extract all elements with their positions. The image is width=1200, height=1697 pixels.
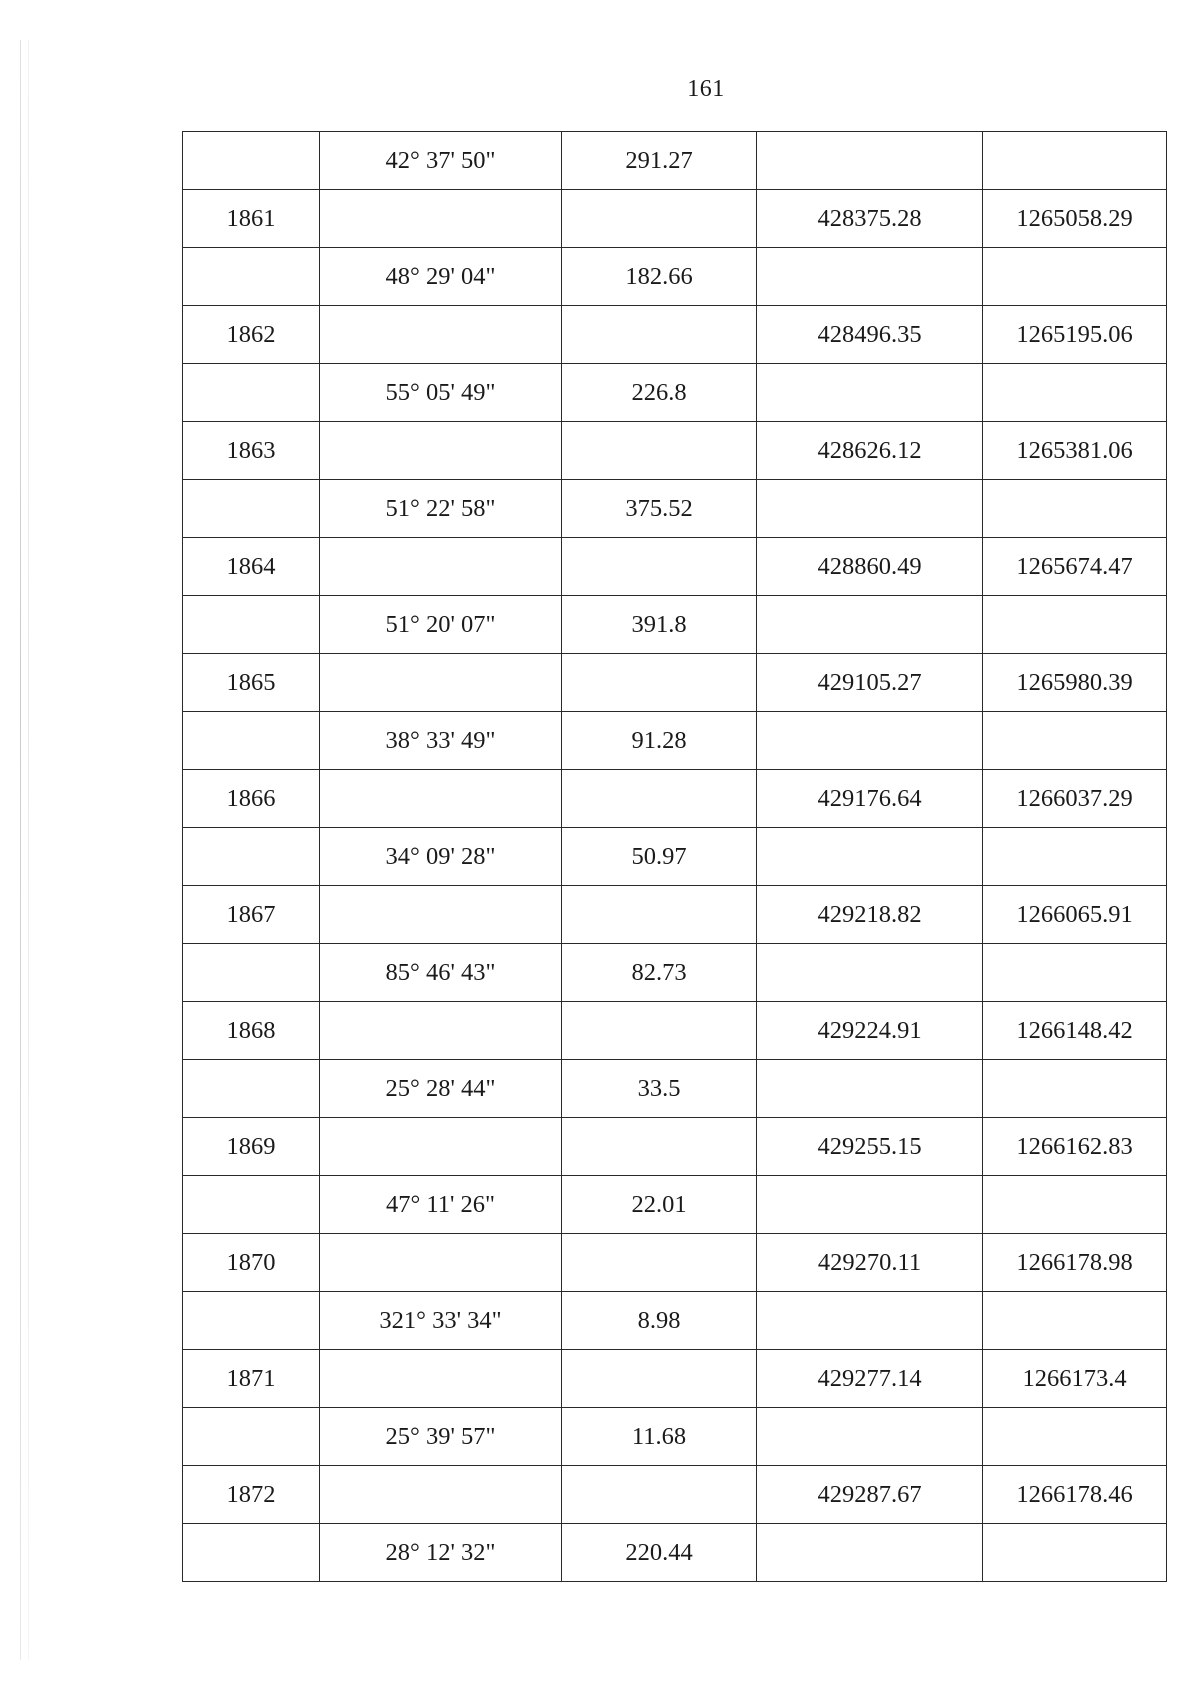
bearing-cell: 55° 05' 49" [320, 364, 562, 422]
distance-cell [562, 770, 757, 828]
station-cell [183, 944, 320, 1002]
survey-table-container [182, 131, 1167, 1582]
table-row [183, 364, 1167, 422]
distance-cell [562, 190, 757, 248]
distance-cell [562, 1118, 757, 1176]
bearing-cell: 28° 12' 32" [320, 1524, 562, 1582]
bearing-cell [320, 190, 562, 248]
table-row [183, 190, 1167, 248]
table-row [183, 1524, 1167, 1582]
easting-cell: 1266065.91 [983, 886, 1167, 944]
distance-cell: 33.5 [562, 1060, 757, 1118]
easting-cell [983, 828, 1167, 886]
easting-cell: 1266173.4 [983, 1350, 1167, 1408]
bearing-cell: 38° 33' 49" [320, 712, 562, 770]
bearing-cell: 25° 39' 57" [320, 1408, 562, 1466]
page-number: 161 [687, 76, 725, 102]
bearing-cell: 85° 46' 43" [320, 944, 562, 1002]
station-cell: 1868 [183, 1002, 320, 1060]
distance-cell: 22.01 [562, 1176, 757, 1234]
table-row [183, 712, 1167, 770]
northing-cell [757, 248, 983, 306]
easting-cell [983, 1060, 1167, 1118]
easting-cell [983, 1292, 1167, 1350]
bearing-cell [320, 654, 562, 712]
easting-cell: 1265381.06 [983, 422, 1167, 480]
easting-cell: 1266162.83 [983, 1118, 1167, 1176]
distance-cell [562, 422, 757, 480]
easting-cell: 1265195.06 [983, 306, 1167, 364]
table-row [183, 770, 1167, 828]
northing-cell [757, 828, 983, 886]
bearing-cell: 48° 29' 04" [320, 248, 562, 306]
bearing-cell: 51° 20' 07" [320, 596, 562, 654]
table-row [183, 944, 1167, 1002]
table-row [183, 1466, 1167, 1524]
distance-cell: 91.28 [562, 712, 757, 770]
bearing-cell: 47° 11' 26" [320, 1176, 562, 1234]
northing-cell [757, 364, 983, 422]
station-cell [183, 364, 320, 422]
distance-cell [562, 538, 757, 596]
station-cell: 1866 [183, 770, 320, 828]
distance-cell: 226.8 [562, 364, 757, 422]
easting-cell [983, 712, 1167, 770]
station-cell: 1869 [183, 1118, 320, 1176]
easting-cell [983, 1176, 1167, 1234]
distance-cell: 182.66 [562, 248, 757, 306]
table-row [183, 480, 1167, 538]
table-row [183, 422, 1167, 480]
bearing-cell [320, 1234, 562, 1292]
table-row [183, 1408, 1167, 1466]
distance-cell [562, 654, 757, 712]
scan-edge-line [20, 40, 21, 1660]
bearing-cell: 25° 28' 44" [320, 1060, 562, 1118]
table-row [183, 1176, 1167, 1234]
distance-cell: 50.97 [562, 828, 757, 886]
station-cell [183, 828, 320, 886]
northing-cell [757, 1408, 983, 1466]
table-row [183, 1292, 1167, 1350]
station-cell: 1864 [183, 538, 320, 596]
table-row [183, 1002, 1167, 1060]
northing-cell [757, 1060, 983, 1118]
station-cell [183, 712, 320, 770]
bearing-cell: 51° 22' 58" [320, 480, 562, 538]
distance-cell: 8.98 [562, 1292, 757, 1350]
station-cell: 1870 [183, 1234, 320, 1292]
northing-cell: 428375.28 [757, 190, 983, 248]
station-cell: 1863 [183, 422, 320, 480]
station-cell [183, 596, 320, 654]
distance-cell [562, 1234, 757, 1292]
easting-cell [983, 596, 1167, 654]
distance-cell: 82.73 [562, 944, 757, 1002]
northing-cell: 428860.49 [757, 538, 983, 596]
northing-cell [757, 712, 983, 770]
station-cell [183, 248, 320, 306]
easting-cell [983, 248, 1167, 306]
northing-cell: 429105.27 [757, 654, 983, 712]
distance-cell [562, 886, 757, 944]
bearing-cell [320, 886, 562, 944]
northing-cell: 429287.67 [757, 1466, 983, 1524]
easting-cell: 1265674.47 [983, 538, 1167, 596]
table-body [183, 132, 1167, 1582]
northing-cell: 429270.11 [757, 1234, 983, 1292]
station-cell [183, 132, 320, 190]
easting-cell [983, 1524, 1167, 1582]
table-row [183, 1350, 1167, 1408]
easting-cell: 1266178.46 [983, 1466, 1167, 1524]
table-row [183, 132, 1167, 190]
bearing-cell [320, 1118, 562, 1176]
northing-cell: 429224.91 [757, 1002, 983, 1060]
easting-cell [983, 364, 1167, 422]
station-cell [183, 1060, 320, 1118]
table-row [183, 248, 1167, 306]
distance-cell [562, 1466, 757, 1524]
table-row [183, 306, 1167, 364]
northing-cell [757, 480, 983, 538]
distance-cell: 375.52 [562, 480, 757, 538]
table-row [183, 886, 1167, 944]
station-cell: 1867 [183, 886, 320, 944]
bearing-cell: 42° 37' 50" [320, 132, 562, 190]
station-cell [183, 1176, 320, 1234]
survey-coordinate-table [182, 131, 1167, 1582]
bearing-cell: 321° 33' 34" [320, 1292, 562, 1350]
station-cell: 1872 [183, 1466, 320, 1524]
northing-cell: 428626.12 [757, 422, 983, 480]
northing-cell [757, 1292, 983, 1350]
easting-cell: 1266178.98 [983, 1234, 1167, 1292]
northing-cell: 429176.64 [757, 770, 983, 828]
distance-cell [562, 1002, 757, 1060]
station-cell: 1862 [183, 306, 320, 364]
table-row [183, 828, 1167, 886]
scan-edge-line [28, 40, 29, 1660]
table-row [183, 654, 1167, 712]
table-row [183, 1118, 1167, 1176]
easting-cell [983, 480, 1167, 538]
table-row [183, 538, 1167, 596]
northing-cell: 428496.35 [757, 306, 983, 364]
distance-cell [562, 1350, 757, 1408]
station-cell [183, 1524, 320, 1582]
station-cell [183, 480, 320, 538]
table-row [183, 1234, 1167, 1292]
bearing-cell [320, 422, 562, 480]
northing-cell: 429218.82 [757, 886, 983, 944]
northing-cell [757, 596, 983, 654]
northing-cell: 429277.14 [757, 1350, 983, 1408]
northing-cell [757, 1524, 983, 1582]
bearing-cell [320, 1002, 562, 1060]
table-row [183, 1060, 1167, 1118]
easting-cell: 1266148.42 [983, 1002, 1167, 1060]
northing-cell [757, 1176, 983, 1234]
distance-cell: 220.44 [562, 1524, 757, 1582]
easting-cell [983, 1408, 1167, 1466]
northing-cell [757, 132, 983, 190]
bearing-cell [320, 538, 562, 596]
easting-cell [983, 944, 1167, 1002]
bearing-cell [320, 1350, 562, 1408]
distance-cell [562, 306, 757, 364]
easting-cell: 1265980.39 [983, 654, 1167, 712]
distance-cell: 291.27 [562, 132, 757, 190]
station-cell: 1871 [183, 1350, 320, 1408]
bearing-cell: 34° 09' 28" [320, 828, 562, 886]
station-cell: 1861 [183, 190, 320, 248]
northing-cell [757, 944, 983, 1002]
bearing-cell [320, 306, 562, 364]
bearing-cell [320, 770, 562, 828]
distance-cell: 11.68 [562, 1408, 757, 1466]
distance-cell: 391.8 [562, 596, 757, 654]
northing-cell: 429255.15 [757, 1118, 983, 1176]
station-cell [183, 1408, 320, 1466]
station-cell [183, 1292, 320, 1350]
bearing-cell [320, 1466, 562, 1524]
table-row [183, 596, 1167, 654]
station-cell: 1865 [183, 654, 320, 712]
easting-cell: 1265058.29 [983, 190, 1167, 248]
easting-cell [983, 132, 1167, 190]
easting-cell: 1266037.29 [983, 770, 1167, 828]
